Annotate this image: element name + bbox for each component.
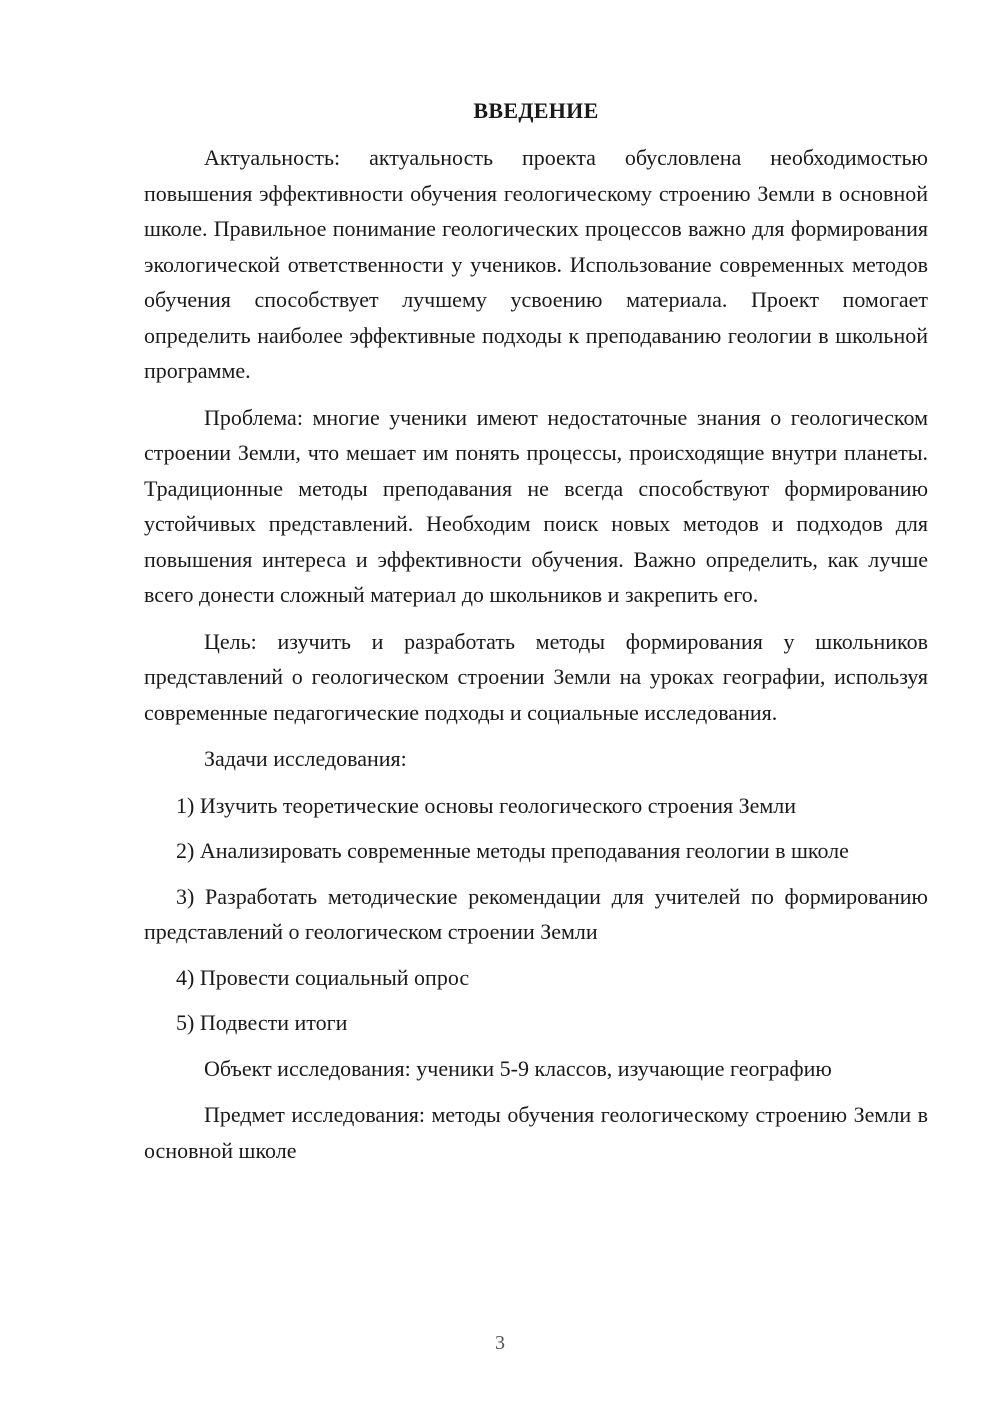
tasks-heading: Задачи исследования: (204, 746, 407, 771)
page-number: 3 (495, 1332, 505, 1354)
problem-paragraph: Проблема: многие ученики имеют недостаточные знания о геологическом строении Земли, что мешает им понять процессы, происходящие внутри планеты. Традиционные методы преподавания не всегда способствуют формированию устойчивых представлений. Необходим поиск новых методов и подходов для повышения интереса и эффективности обучения. Важно определить, как лучше всего донести сложный материал до школьников и закрепить его. (144, 404, 928, 607)
task-item: 1) Изучить теоретические основы геологического строения Земли (176, 792, 797, 818)
task-item: 5) Подвести итоги (176, 1010, 348, 1035)
object-paragraph: Объект исследования: ученики 5-9 классов, изучающие географию (204, 1055, 832, 1081)
task-item: 3) Разработать методические рекомендации для учителей по формированию представлений о геологическом строении Земли (144, 883, 928, 944)
relevance-paragraph: Актуальность: актуальность проекта обусловлена необходимостью повышения эффективности обучения геологическому строению Земли в основной школе. Правильное понимание геологических процессов важно для формирования экологической ответственности у учеников. Использование современных методов обучения способствует лучшему усвоению материала. Проект помогает определить наиболее эффективные подходы к преподаванию геологии в школьной программе. (144, 145, 928, 383)
task-item: 4) Провести социальный опрос (176, 964, 470, 990)
section-title: ВВЕДЕНИЕ (473, 98, 599, 123)
goal-paragraph: Цель: изучить и разработать методы формирования у школьников представлений о геологическом строении Земли на уроках географии, используя современные педагогические подходы и социальные исследования. (144, 628, 928, 725)
document-page (144, 94, 928, 1179)
task-item: 2) Анализировать современные методы преподавания геологии в школе (176, 838, 849, 863)
subject-paragraph: Предмет исследования: методы обучения геологическому строению Земли в основной школе (144, 1102, 928, 1163)
